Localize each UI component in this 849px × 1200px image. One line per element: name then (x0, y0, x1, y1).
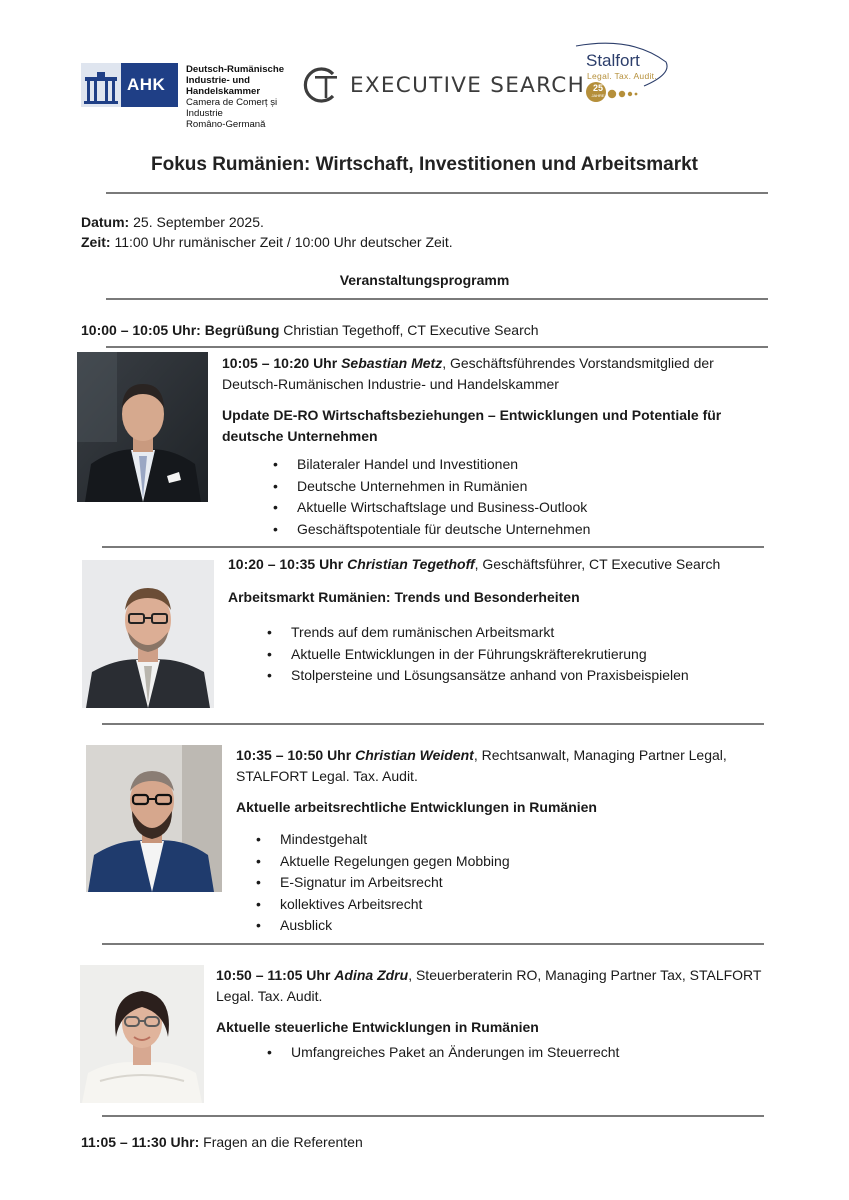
session-1-bullets (297, 454, 590, 540)
ahk-line-3: Camera de Comerț și Industrie (186, 97, 278, 119)
session-3-header (236, 745, 727, 787)
session-1-role-a: , Geschäftsführendes Vorstandsmitglied der (442, 355, 714, 371)
page-title: Fokus Rumänien: Wirtschaft, Investitionen und Arbeitsmarkt (150, 154, 699, 175)
session-2-topic: Arbeitsmarkt Rumänien: Trends und Besonderheiten (228, 589, 580, 605)
divider (106, 298, 768, 300)
stalfort-wordmark: Stalfort (586, 51, 640, 70)
ahk-line-2: Industrie- und Handelskammer (186, 75, 261, 97)
program-heading: Veranstaltungsprogramm (339, 272, 510, 288)
divider (102, 1115, 764, 1117)
list-item: • Aktuelle Entwicklungen in der Führungskräfterekrutierung (291, 644, 689, 666)
list-item: • Mindestgehalt (280, 829, 510, 851)
closing-time: 11:05 – 11:30 Uhr: (81, 1134, 200, 1150)
divider (106, 192, 768, 194)
ct-wordmark: EXECUTIVE SEARCH (350, 73, 586, 98)
stalfort-tagline: Legal. Tax. Audit. (587, 71, 657, 81)
session-2-time: 10:20 – 10:35 Uhr (228, 556, 348, 572)
session-4-speaker: Adina Zdru (334, 967, 409, 983)
closing-slot (81, 1132, 363, 1153)
time-line (81, 232, 453, 253)
list-item: • Aktuelle Wirtschaftslage und Business-Outlook (297, 497, 590, 519)
session-1-topic (222, 405, 721, 447)
brandenburg-gate-icon (81, 63, 121, 107)
closing-topic: Fragen an die Referenten (199, 1134, 363, 1150)
date-line (81, 212, 264, 233)
stalfort-badge-number: 25 (592, 83, 603, 93)
session-3-role-b: STALFORT Legal. Tax. Audit. (236, 768, 418, 784)
list-item: • Bilateraler Handel und Investitionen (297, 454, 590, 476)
session-3-topic: Aktuelle arbeitsrechtliche Entwicklungen in Rumänien (236, 799, 597, 815)
list-item: • Deutsche Unternehmen in Rumänien (297, 476, 590, 498)
divider (102, 723, 764, 725)
session-2-role-a: , Geschäftsführer, CT Executive Search (474, 556, 721, 572)
ahk-line-1: Deutsch-Rumänische (186, 64, 285, 75)
list-item: • kollektives Arbeitsrecht (280, 894, 510, 916)
opening-topic: Begrüßung (200, 322, 280, 338)
ct-monogram-icon (303, 65, 343, 105)
session-1-topic-b: deutsche Unternehmen (222, 428, 378, 444)
divider (102, 943, 764, 945)
session-1-topic-a: Update DE-RO Wirtschaftsbeziehungen – Entwicklungen und Potentiale für (222, 407, 722, 423)
session-4-topic: Aktuelle steuerliche Entwicklungen in Rumänien (216, 1019, 539, 1035)
session-1-time: 10:05 – 10:20 Uhr (222, 355, 342, 371)
session-4-bullets (291, 1042, 619, 1064)
session-4-time: 10:50 – 11:05 Uhr (216, 967, 335, 983)
ahk-logo-box (81, 63, 178, 107)
stalfort-badge-word: JAHRE (591, 93, 605, 98)
opening-time: 10:00 – 10:05 Uhr: (81, 322, 201, 338)
time-value: 11:00 Uhr rumänischer Zeit / 10:00 Uhr deutscher Zeit. (110, 234, 453, 250)
ahk-mark: AHK (127, 75, 166, 94)
opening-speaker: Christian Tegethoff, CT Executive Search (279, 322, 539, 338)
list-item: • Aktuelle Regelungen gegen Mobbing (280, 851, 510, 873)
session-4-header (216, 965, 761, 1007)
list-item: • E-Signatur im Arbeitsrecht (280, 872, 510, 894)
list-item: • Stolpersteine und Lösungsansätze anhand von Praxisbeispielen (291, 665, 689, 687)
list-item: • Umfangreiches Paket an Änderungen im Steuerrecht (291, 1042, 619, 1064)
session-4-role-b: Legal. Tax. Audit. (216, 988, 323, 1004)
session-1-header (222, 353, 714, 395)
ahk-line-4: Româno-Germană (186, 119, 266, 130)
session-3-speaker: Christian Weident (355, 747, 474, 763)
list-item: • Geschäftspotentiale für deutsche Unternehmen (297, 519, 590, 541)
speaker-photo-christian-weident (86, 745, 222, 892)
speaker-photo-sebastian-metz (77, 352, 208, 502)
session-2-speaker: Christian Tegethoff (347, 556, 475, 572)
date-value: 25. September 2025. (129, 214, 264, 230)
session-3-role-a: , Rechtsanwalt, Managing Partner Legal, (473, 747, 727, 763)
session-1-speaker: Sebastian Metz (341, 355, 443, 371)
list-item: • Ausblick (280, 915, 510, 937)
divider (102, 546, 764, 548)
speaker-photo-christian-tegethoff (82, 560, 214, 708)
session-4-role-a: , Steuerberaterin RO, Managing Partner Tax, STALFORT (408, 967, 762, 983)
time-label: Zeit: (81, 234, 111, 250)
opening-slot (81, 320, 539, 341)
speaker-photo-adina-zdru (80, 965, 204, 1103)
session-3-bullets (280, 829, 510, 937)
divider (106, 346, 768, 348)
session-2-header (228, 554, 720, 575)
session-1-role-b: Deutsch-Rumänischen Industrie- und Handelskammer (222, 376, 559, 392)
session-2-bullets (291, 622, 689, 687)
date-label: Datum: (81, 214, 130, 230)
ahk-name (186, 64, 306, 130)
session-3-time: 10:35 – 10:50 Uhr (236, 747, 356, 763)
list-item: • Trends auf dem rumänischen Arbeitsmarkt (291, 622, 689, 644)
